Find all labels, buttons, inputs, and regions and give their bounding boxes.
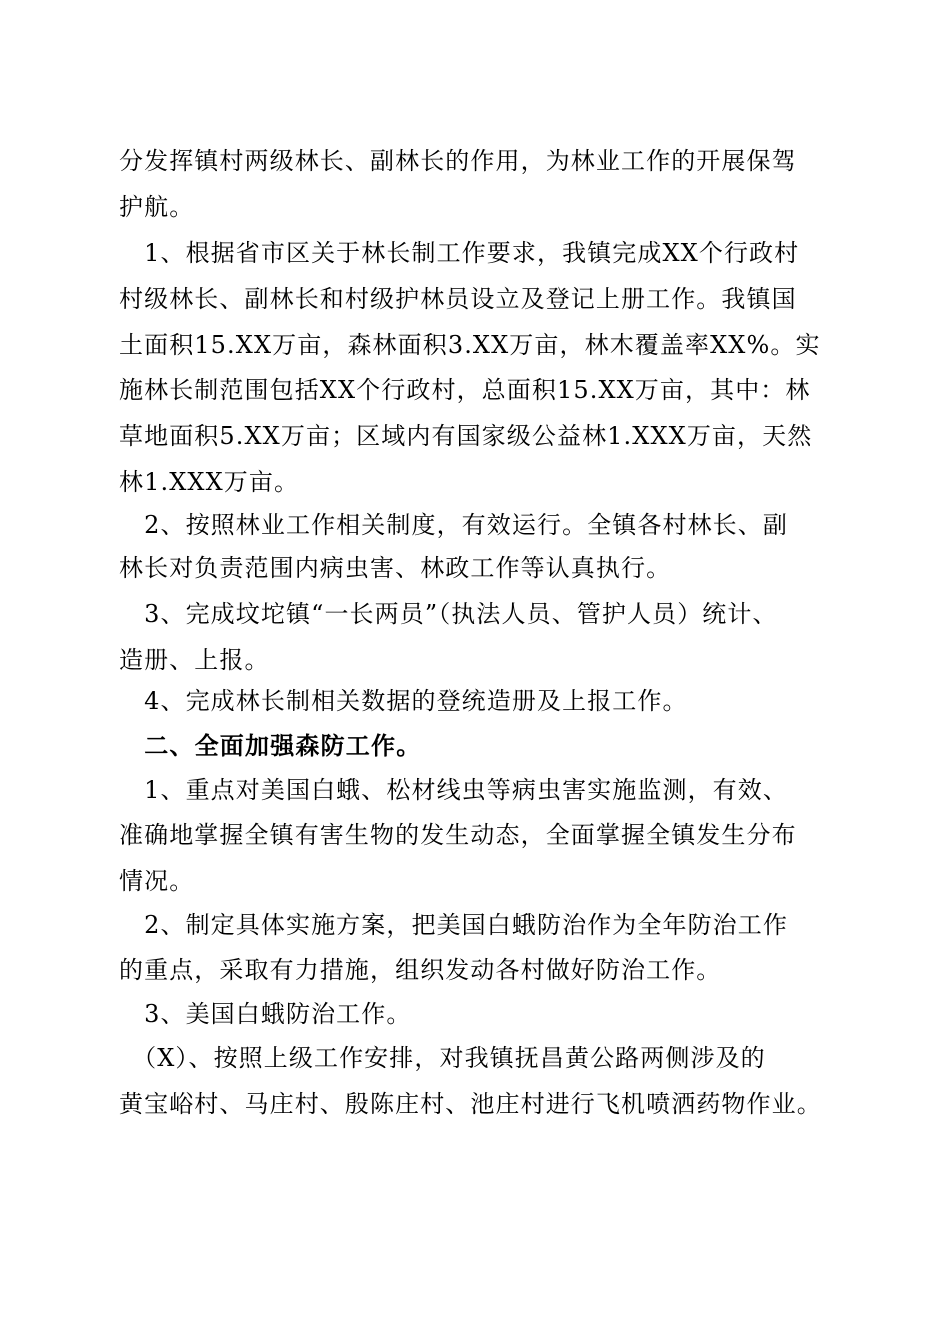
paragraph-line: 情况。	[119, 867, 195, 895]
paragraph-line: 村级林长、副林长和村级护林员设立及登记上册工作。我镇国	[119, 285, 797, 313]
paragraph-line: 4、完成林长制相关数据的登统造册及上报工作。	[119, 687, 688, 715]
paragraph-line: 黄宝峪村、马庄村、殷陈庄村、池庄村进行飞机喷洒药物作业。	[119, 1090, 822, 1118]
paragraph-line: 施林长制范围包括XX个行政村，总面积15.XX万亩，其中：林	[119, 376, 811, 404]
paragraph-line: 3、美国白蛾防治工作。	[119, 1000, 412, 1028]
paragraph-line: 2、制定具体实施方案，把美国白蛾防治作为全年防治工作	[119, 911, 788, 939]
paragraph-line: 土面积15.XX万亩，森林面积3.XX万亩，林木覆盖率XX%。实	[119, 331, 821, 359]
paragraph-line: 草地面积5.XX万亩；区域内有国家级公益林1.XXX万亩，天然	[119, 422, 813, 450]
paragraph-line: 林1.XXX万亩。	[119, 468, 300, 496]
paragraph-line: 2、按照林业工作相关制度，有效运行。全镇各村林长、副	[119, 511, 788, 539]
paragraph-line: 造册、上报。	[119, 646, 270, 674]
paragraph-line: 护航。	[119, 193, 195, 221]
paragraph-line: 1、根据省市区关于林长制工作要求，我镇完成XX个行政村	[119, 239, 800, 267]
paragraph-line: 林长对负责范围内病虫害、林政工作等认真执行。	[119, 554, 672, 582]
paragraph-line: 准确地掌握全镇有害生物的发生动态，全面掌握全镇发生分布	[119, 821, 797, 849]
paragraph-line: 1、重点对美国白蛾、松材线虫等病虫害实施监测，有效、	[119, 776, 788, 804]
paragraph-line: 3、完成坟坨镇“一长两员”（执法人员、管护人员）统计、	[119, 600, 778, 628]
paragraph-line: 的重点，采取有力措施，组织发动各村做好防治工作。	[119, 956, 722, 984]
section-heading: 二、全面加强森防工作。	[119, 732, 422, 760]
paragraph-line: （X）、按照上级工作安排，对我镇抚昌黄公路两侧涉及的	[119, 1044, 766, 1072]
paragraph-line: 分发挥镇村两级林长、副林长的作用，为林业工作的开展保驾	[119, 147, 797, 175]
